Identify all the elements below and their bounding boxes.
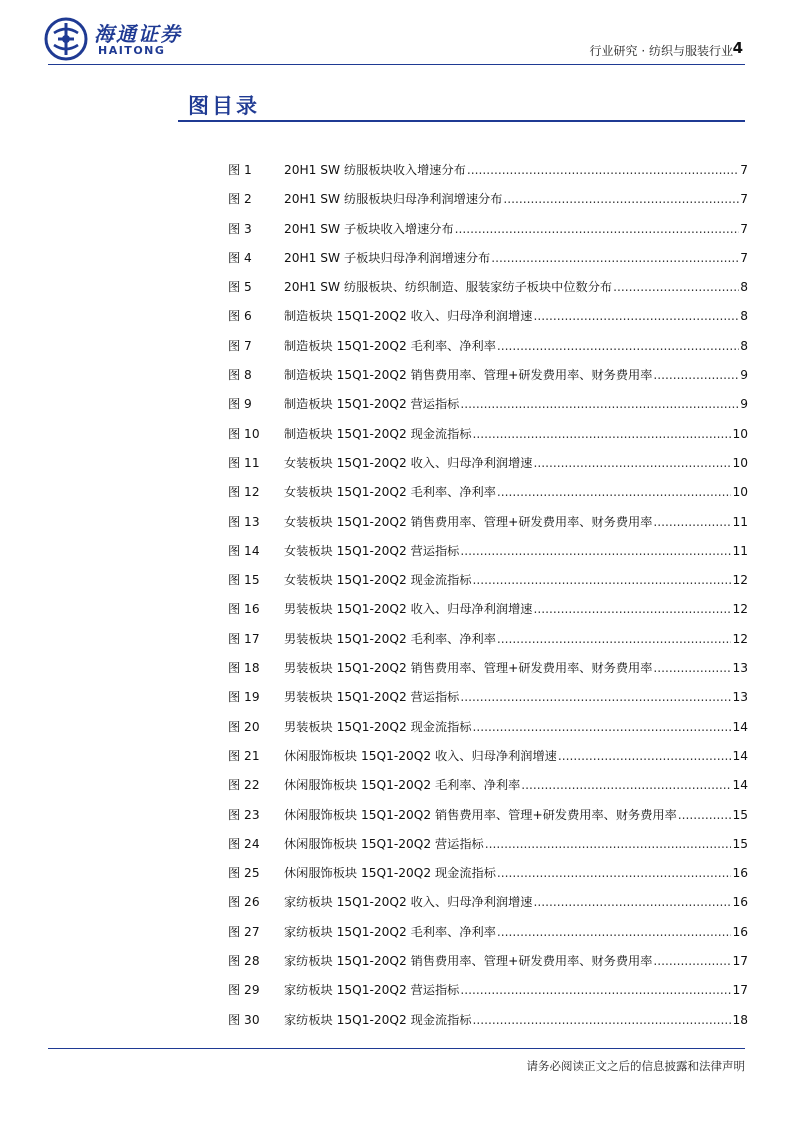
toc-entry-title: 制造板块 15Q1-20Q2 收入、归母净利润增速 <box>284 309 533 324</box>
toc-entry-label: 图 11 <box>228 455 260 470</box>
toc-entry-title: 20H1 SW 子板块收入增速分布 <box>284 221 454 236</box>
toc-entry-page: 17 <box>732 983 748 998</box>
toc-entry-label: 图 19 <box>228 690 260 705</box>
toc-entry-leader <box>533 309 739 323</box>
haitong-logo-icon <box>44 17 88 61</box>
toc-entry-leader <box>521 778 731 792</box>
toc-entry-title: 20H1 SW 纺服板块收入增速分布 <box>284 163 466 177</box>
toc-entry-leader <box>460 690 731 704</box>
toc-entry-label: 图 7 <box>228 338 252 353</box>
toc-entry-title: 男装板块 15Q1-20Q2 毛利率、净利率 <box>284 631 496 646</box>
toc-entry-title: 休闲服饰板块 15Q1-20Q2 销售费用率、管理+研发费用率、财务费用率 <box>284 807 677 822</box>
toc-entry-leader <box>558 749 732 763</box>
toc-entry-leader <box>497 485 732 499</box>
toc-entry-page: 15 <box>732 836 748 851</box>
toc-entry-title: 制造板块 15Q1-20Q2 营运指标 <box>284 397 460 412</box>
toc-entry-title: 20H1 SW 纺服板块归母净利润增速分布 <box>284 192 503 207</box>
toc-entry-leader <box>473 1013 732 1027</box>
toc-entry-page: 14 <box>732 719 748 734</box>
toc-entry-title: 女装板块 15Q1-20Q2 现金流指标 <box>284 573 472 588</box>
brand-name-en: HAITONG <box>98 44 166 57</box>
toc-entry-title: 男装板块 15Q1-20Q2 营运指标 <box>284 690 460 705</box>
toc-entry[interactable] <box>228 835 748 864</box>
toc-entry-title: 男装板块 15Q1-20Q2 现金流指标 <box>284 719 472 734</box>
toc-entry-leader <box>455 222 740 236</box>
toc-entry-page: 16 <box>732 866 748 881</box>
toc-entry-page: 13 <box>732 690 748 705</box>
toc-entry-label: 图 24 <box>228 836 260 851</box>
toc-entry-label: 图 22 <box>228 778 260 793</box>
report-category: 行业研究 · 纺织与服装行业 <box>589 44 733 58</box>
toc-entry-label: 图 20 <box>228 719 260 734</box>
toc-entry-page: 12 <box>732 573 748 588</box>
toc-entry-title: 20H1 SW 纺服板块、纺织制造、服装家纺子板块中位数分布 <box>284 280 613 295</box>
toc-entry-label: 图 3 <box>228 221 252 236</box>
toc-entry-label: 图 17 <box>228 631 260 646</box>
toc-entry[interactable] <box>228 893 748 922</box>
toc-entry-page: 17 <box>732 954 748 969</box>
toc-entry-page: 16 <box>732 924 748 939</box>
toc-entry-leader <box>533 895 731 909</box>
toc-entry-title: 制造板块 15Q1-20Q2 销售费用率、管理+研发费用率、财务费用率 <box>284 368 653 383</box>
page-header <box>0 0 793 70</box>
toc-entry[interactable] <box>228 659 748 688</box>
toc-entry[interactable] <box>228 337 748 366</box>
toc-entry-leader <box>497 339 739 353</box>
toc-entry-title: 家纺板块 15Q1-20Q2 销售费用率、管理+研发费用率、财务费用率 <box>284 954 653 969</box>
toc-entry-leader <box>467 163 739 177</box>
toc-entry-title: 家纺板块 15Q1-20Q2 毛利率、净利率 <box>284 924 496 939</box>
toc-entry-leader <box>653 954 731 968</box>
toc-entry-label: 图 13 <box>228 514 260 529</box>
toc-entry-title: 休闲服饰板块 15Q1-20Q2 现金流指标 <box>284 866 496 881</box>
toc-entry-label: 图 27 <box>228 924 260 939</box>
toc-entry-label: 图 16 <box>228 602 260 617</box>
toc-entry-title: 家纺板块 15Q1-20Q2 收入、归母净利润增速 <box>284 895 533 910</box>
toc-entry-leader <box>497 925 732 939</box>
toc-entry[interactable] <box>228 307 748 336</box>
toc-entry-page: 12 <box>732 602 748 617</box>
toc-entry[interactable] <box>228 483 748 512</box>
toc-entry-label: 图 15 <box>228 573 260 588</box>
toc-entry-leader <box>497 632 732 646</box>
toc-entry-leader <box>613 280 739 294</box>
toc-entry-leader <box>491 251 739 265</box>
toc-entry-leader <box>533 456 731 470</box>
toc-entry-leader <box>533 602 731 616</box>
toc-entry-label: 图 28 <box>228 954 260 969</box>
toc-entry-title: 家纺板块 15Q1-20Q2 营运指标 <box>284 983 460 998</box>
toc-entry[interactable] <box>228 630 748 659</box>
toc-entry-label: 图 1 <box>228 163 252 177</box>
toc-entry-label: 图 21 <box>228 748 260 763</box>
toc-entry-page: 10 <box>732 485 748 500</box>
toc-entry-leader <box>460 544 731 558</box>
toc-entry-title: 20H1 SW 子板块归母净利润增速分布 <box>284 250 491 265</box>
toc-entry[interactable] <box>228 395 748 424</box>
toc-entry-label: 图 30 <box>228 1012 260 1027</box>
toc-entry-page: 10 <box>732 455 748 470</box>
toc-entry[interactable] <box>228 190 748 219</box>
toc-entry-page: 11 <box>732 543 748 558</box>
toc-entry[interactable] <box>228 454 748 483</box>
header-divider <box>48 64 745 65</box>
toc-entry-page: 7 <box>740 221 748 236</box>
toc-entry[interactable] <box>228 425 748 454</box>
toc-entry-label: 图 12 <box>228 485 260 500</box>
toc-entry-label: 图 10 <box>228 426 260 441</box>
toc-entry[interactable] <box>228 513 748 542</box>
brand-name-cn: 海通证券 <box>94 22 182 46</box>
toc-entry-leader <box>473 720 732 734</box>
toc-entry-title: 休闲服饰板块 15Q1-20Q2 收入、归母净利润增速 <box>284 748 557 763</box>
toc-entry-page: 8 <box>740 338 748 353</box>
toc-entry-title: 女装板块 15Q1-20Q2 销售费用率、管理+研发费用率、财务费用率 <box>284 514 653 529</box>
toc-entry-title: 制造板块 15Q1-20Q2 毛利率、净利率 <box>284 338 496 353</box>
toc-entry[interactable] <box>228 806 748 835</box>
toc-entry[interactable] <box>228 1011 748 1040</box>
toc-entry-leader <box>473 427 732 441</box>
toc-entry-page: 14 <box>732 778 748 793</box>
toc-entry[interactable] <box>228 952 748 981</box>
toc-entry-label: 图 26 <box>228 895 260 910</box>
toc-entry-label: 图 8 <box>228 368 252 383</box>
toc-entry-page: 12 <box>732 631 748 646</box>
toc-entry[interactable] <box>228 220 748 249</box>
section-divider <box>178 120 745 122</box>
toc-entry-leader <box>460 397 739 411</box>
toc-entry-leader <box>653 368 739 382</box>
toc-entry-title: 休闲服饰板块 15Q1-20Q2 营运指标 <box>284 836 484 851</box>
toc-entry-label: 图 2 <box>228 192 252 207</box>
toc-entry-page: 8 <box>740 280 748 295</box>
toc-entry-label: 图 5 <box>228 280 252 295</box>
toc-entry-leader <box>653 661 731 675</box>
toc-entry-page: 9 <box>740 368 748 383</box>
toc-entry[interactable] <box>228 366 748 395</box>
toc-entry-leader <box>653 515 731 529</box>
toc-entry-leader <box>473 573 732 587</box>
toc-entry[interactable] <box>228 864 748 893</box>
toc-entry-title: 家纺板块 15Q1-20Q2 现金流指标 <box>284 1012 472 1027</box>
toc-entry-page: 11 <box>732 514 748 529</box>
toc-entry-title: 休闲服饰板块 15Q1-20Q2 毛利率、净利率 <box>284 778 521 793</box>
toc-entry-label: 图 23 <box>228 807 260 822</box>
toc-entry-label: 图 4 <box>228 250 252 265</box>
toc-entry-title: 女装板块 15Q1-20Q2 毛利率、净利率 <box>284 485 496 500</box>
toc-entry[interactable] <box>228 542 748 571</box>
toc-entry-label: 图 25 <box>228 866 260 881</box>
toc-entry-page: 9 <box>740 397 748 412</box>
toc-entry[interactable] <box>228 981 748 1010</box>
toc-entry[interactable] <box>228 249 748 278</box>
toc-entry-label: 图 18 <box>228 661 260 676</box>
toc-entry-page: 16 <box>732 895 748 910</box>
toc-entry[interactable] <box>228 776 748 805</box>
toc-entry[interactable] <box>228 571 748 600</box>
toc-entry-leader <box>485 837 732 851</box>
toc-entry-label: 图 29 <box>228 983 260 998</box>
toc-entry-title: 制造板块 15Q1-20Q2 现金流指标 <box>284 426 472 441</box>
toc-entry-leader <box>503 192 739 206</box>
footer-disclaimer: 请务必阅读正文之后的信息披露和法律声明 <box>526 1059 745 1073</box>
toc-entry-title: 男装板块 15Q1-20Q2 销售费用率、管理+研发费用率、财务费用率 <box>284 661 653 676</box>
toc-entry-label: 图 14 <box>228 543 260 558</box>
toc-entry-leader <box>460 983 731 997</box>
toc-entry-page: 13 <box>732 661 748 676</box>
toc-entry[interactable] <box>228 278 748 307</box>
toc-entry[interactable] <box>228 600 748 629</box>
company-logo <box>44 17 194 61</box>
figure-list <box>228 161 748 1040</box>
toc-entry-page: 15 <box>732 807 748 822</box>
toc-entry[interactable] <box>228 718 748 747</box>
toc-entry[interactable] <box>228 688 748 717</box>
footer-divider <box>48 1048 745 1049</box>
toc-entry-page: 7 <box>740 192 748 207</box>
toc-entry-page: 10 <box>732 426 748 441</box>
toc-entry-page: 8 <box>740 309 748 324</box>
toc-entry-page: 7 <box>740 250 748 265</box>
section-title: 图目录 <box>188 94 260 118</box>
toc-entry-title: 男装板块 15Q1-20Q2 收入、归母净利润增速 <box>284 602 533 617</box>
page-number: 4 <box>732 39 743 57</box>
toc-entry-page: 14 <box>732 748 748 763</box>
toc-entry[interactable] <box>228 161 748 190</box>
toc-entry-title: 女装板块 15Q1-20Q2 营运指标 <box>284 543 460 558</box>
toc-entry-leader <box>678 808 732 822</box>
toc-entry-page: 7 <box>740 163 748 177</box>
toc-entry-label: 图 9 <box>228 397 252 412</box>
toc-entry-title: 女装板块 15Q1-20Q2 收入、归母净利润增速 <box>284 455 533 470</box>
toc-entry-label: 图 6 <box>228 309 252 324</box>
toc-entry-page: 18 <box>732 1012 748 1027</box>
toc-entry[interactable] <box>228 923 748 952</box>
toc-entry-leader <box>497 866 732 880</box>
toc-entry[interactable] <box>228 747 748 776</box>
